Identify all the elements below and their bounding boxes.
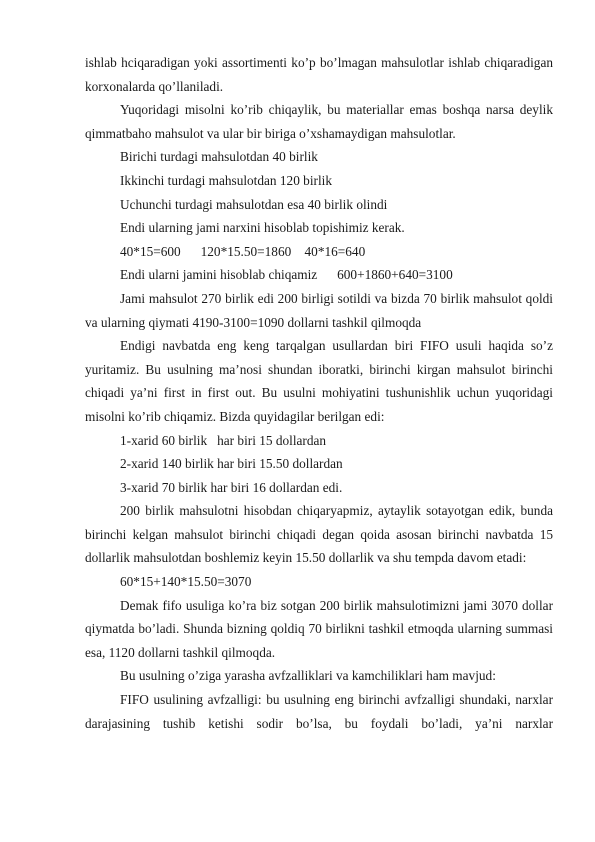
paragraph-2: Yuqoridagi misolni ko’rib chiqaylik, bu materiallar emas boshqa narsa deylik qimmatbaho mahsulot va ular bir biriga o’xshamaydigan mahsulotlar. (85, 102, 553, 141)
calculation-line-3: 60*15+140*15.50=3070 (120, 574, 252, 590)
paragraph-4: Ikkinchi turdagi mahsulotdan 120 birlik (120, 172, 332, 188)
paragraph-6: Endi ularning jami narxini hisoblab topishimiz kerak. (120, 220, 405, 236)
calculation-line-1: 40*15=600 120*15.50=1860 40*16=640 (120, 243, 366, 259)
purchase-3: 3-xarid 70 birlik har biri 16 dollardan edi. (120, 479, 343, 495)
paragraph-3: Birichi turdagi mahsulotdan 40 birlik (120, 149, 318, 165)
paragraph-9: Jami mahsulot 270 birlik edi 200 birligi sotildi va bizda 70 birlik mahsulot qoldi va ularning qiymati 4190-3100=1090 dollarni tashkil qilmoqda (85, 290, 553, 330)
calculation-line-2: Endi ularni jamini hisoblab chiqamiz 600+1860+640=3100 (120, 267, 453, 283)
paragraph-10: Endigi navbatda eng keng tarqalgan usullardan biri FIFO usuli haqida so’z yuritamiz. Bu usulning ma’nosi shundan iboratki, birinchi kirgan mahsulot birinchi chiqadi ya’ni first in first out. Bu usulni mohiyatini tushunishlik uchun yuqoridagi misolni ko’rib chiqamiz. Bizda quyidagilar berilgan edi: (85, 338, 553, 424)
purchase-1: 1-xarid 60 birlik har biri 15 dollardan (120, 432, 327, 448)
paragraph-1: ishlab hciqaradigan yoki assortimenti ko’p bo’lmagan mahsulotlar ishlab chiqaradigan korxonalarda qo’llaniladi. (85, 55, 553, 94)
document-page (85, 51, 553, 735)
paragraph-16: Demak fifo usuliga ko’ra biz sotgan 200 birlik mahsulotimizni jami 3070 dollar qiymatda bo’ladi. Shunda bizning qoldiq 70 birlikni tashkil etmoqda ularning summasi esa, 1120 dollarni tashkil qilmoqda. (85, 597, 553, 660)
paragraph-14: 200 birlik mahsulotni hisobdan chiqaryapmiz, aytaylik sotayotgan edik, bunda birinchi kelgan mahsulot birinchi chiqadi degan qoida asosan birinchi navbatda 15 dollarlik mahsulotdan boshlemiz keyin 15.50 dollarlik va shu tempda davom etadi: (85, 503, 553, 566)
paragraph-5: Uchunchi turdagi mahsulotdan esa 40 birlik olindi (120, 196, 388, 212)
purchase-2: 2-xarid 140 birlik har biri 15.50 dollardan (120, 456, 343, 472)
paragraph-18: FIFO usulining avfzalligi: bu usulning eng birinchi avfzalligi shundaki, narxlar darajasining tushib ketishi sodir bo’lsa, bu foydali bo’ladi, ya’ni narxlar (85, 692, 553, 731)
paragraph-17: Bu usulning o’ziga yarasha avfzalliklari va kamchiliklari ham mavjud: (120, 668, 496, 684)
